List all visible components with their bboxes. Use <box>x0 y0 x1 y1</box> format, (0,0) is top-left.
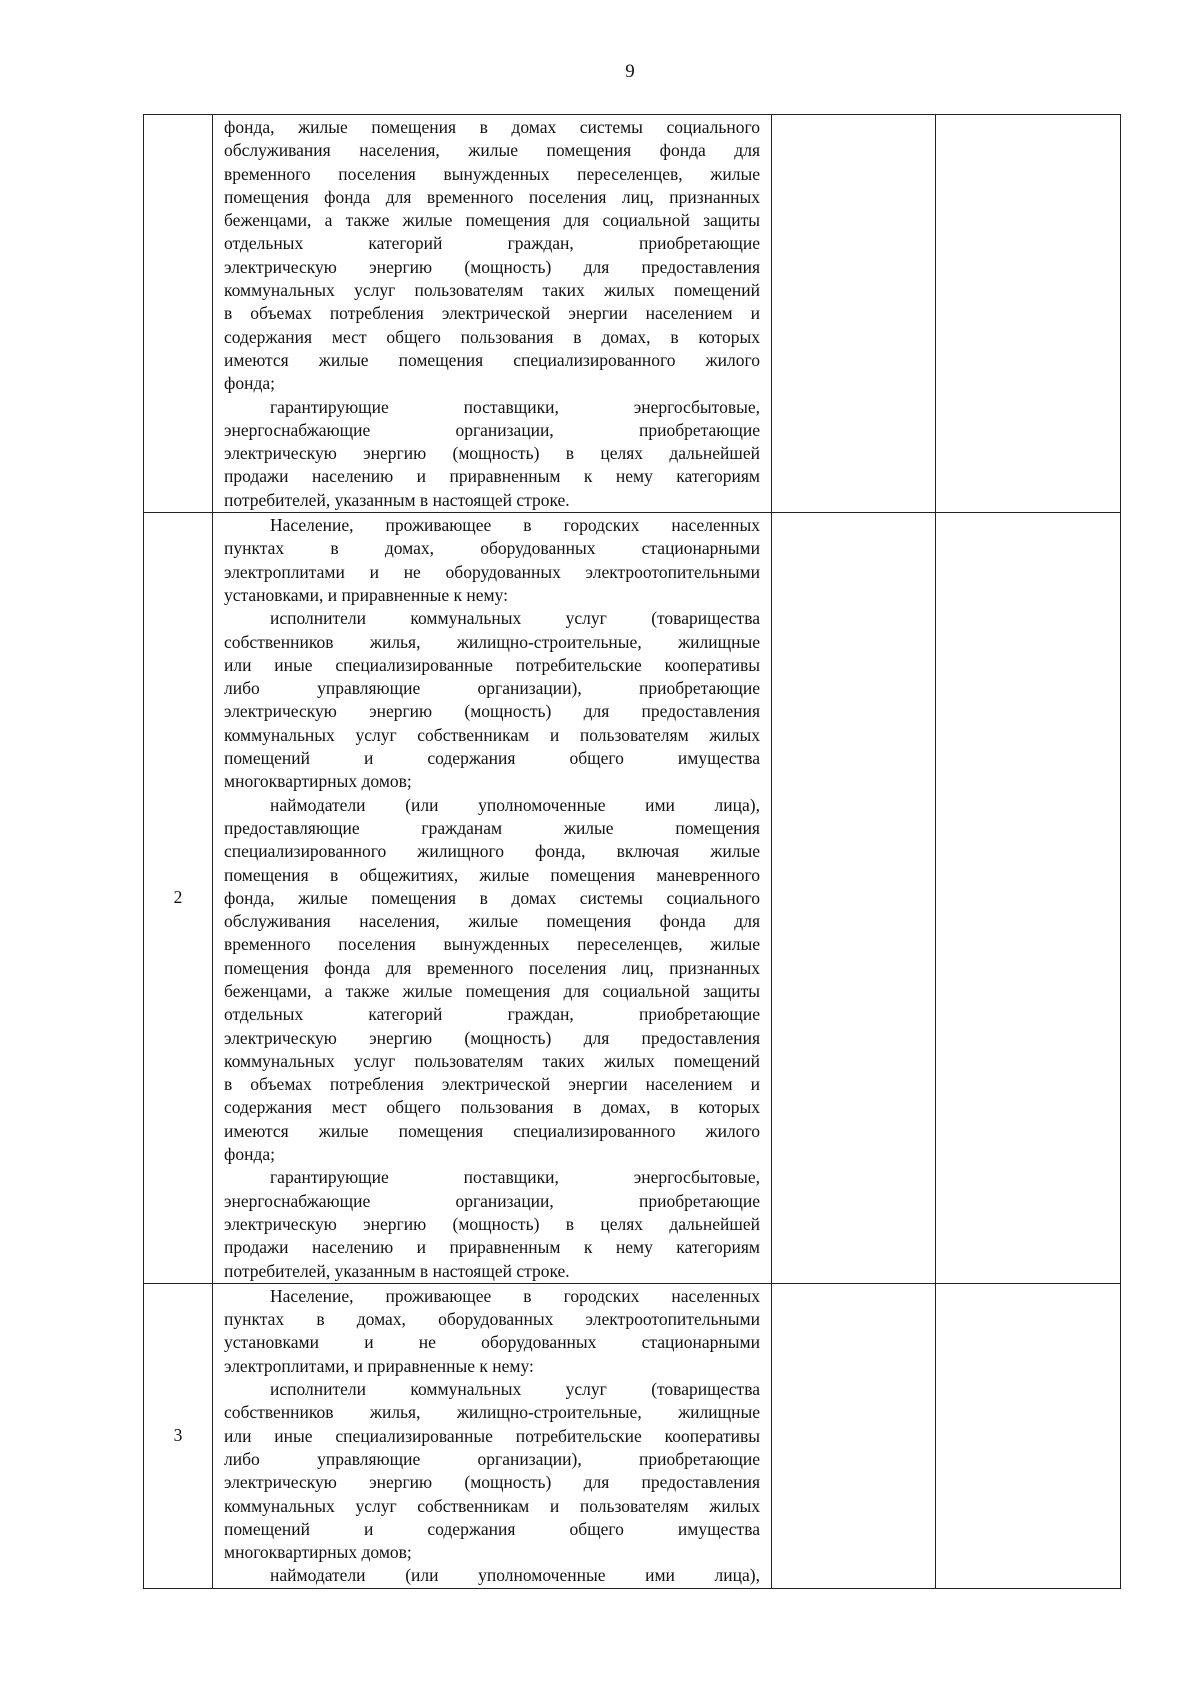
text-line: фонда; <box>224 1144 275 1165</box>
text-line: электрическую энергию (мощность) для предоставления <box>224 1027 760 1048</box>
text-line: фонда; <box>224 373 275 394</box>
text-line: исполнители коммунальных услуг (товарищества <box>270 608 760 629</box>
text-line: коммунальных услуг собственникам и пользователям жилых <box>224 1495 760 1516</box>
text-line: коммунальных услуг пользователям таких жилых помещений <box>224 280 760 301</box>
text-line: продажи населению и приравненным к нему категориям <box>224 466 760 487</box>
text-line: продажи населению и приравненным к нему категориям <box>224 1237 760 1258</box>
text-line: содержания мест общего пользования в домах, в которых <box>224 1097 760 1118</box>
text-line: беженцами, а также жилые помещения для социальной защиты <box>224 980 760 1001</box>
text-line: либо управляющие организации), приобретающие <box>224 1448 760 1469</box>
page-number: 9 <box>625 61 635 82</box>
text-line: фонда, жилые помещения в домах системы социального <box>224 117 760 137</box>
text-line: помещения фонда для временного поселения лиц, признанных <box>224 186 760 207</box>
text-line: Население, проживающее в городских населенных <box>270 515 760 536</box>
empty-cell <box>772 1283 936 1588</box>
text-line: помещений и содержания общего имущества <box>224 748 760 769</box>
text-line: гарантирующие поставщики, энергосбытовые, <box>270 396 760 417</box>
text-line: пунктах в домах, оборудованных стационарными <box>224 538 760 559</box>
text-line: наймодатели (или уполномоченные ими лица), <box>270 794 760 815</box>
text-line: отдельных категорий граждан, приобретающие <box>224 1004 760 1025</box>
text-line: электроплитами и не оборудованных электроотопительными <box>224 561 760 582</box>
text-line: временного поселения вынужденных переселенцев, жилые <box>224 934 760 955</box>
text-line: либо управляющие организации), приобретающие <box>224 678 760 699</box>
text-line: установками и не оборудованных стационарными <box>224 1332 760 1353</box>
text-line: Население, проживающее в городских населенных <box>270 1285 760 1306</box>
text-line: коммунальных услуг собственникам и пользователям жилых <box>224 724 760 745</box>
row-number: 2 <box>144 513 213 1284</box>
table-row <box>144 1283 1121 1588</box>
text-line: установками, и приравненные к нему: <box>224 584 508 605</box>
text-line: гарантирующие поставщики, энергосбытовые, <box>270 1167 760 1188</box>
text-line: собственников жилья, жилищно-строительные, жилищные <box>224 631 760 652</box>
text-line: предоставляющие гражданам жилые помещения <box>224 817 760 838</box>
text-line: электрическую энергию (мощность) в целях дальнейшей <box>224 1213 760 1234</box>
consumer-description-cell <box>213 513 772 1284</box>
text-line: временного поселения вынужденных переселенцев, жилые <box>224 163 760 184</box>
text-line: собственников жилья, жилищно-строительные, жилищные <box>224 1402 760 1423</box>
text-line: энергоснабжающие организации, приобретающие <box>224 1190 760 1211</box>
empty-cell <box>772 513 936 1284</box>
empty-cell <box>936 513 1121 1284</box>
text-line: обслуживания населения, жилые помещения фонда для <box>224 911 760 932</box>
text-line: электрическую энергию (мощность) в целях дальнейшей <box>224 443 760 464</box>
text-line: коммунальных услуг пользователям таких жилых помещений <box>224 1050 760 1071</box>
text-line: наймодатели (или уполномоченные ими лица), <box>270 1565 760 1586</box>
table-row <box>144 115 1121 513</box>
row-number: 3 <box>144 1283 213 1588</box>
text-line: отдельных категорий граждан, приобретающие <box>224 233 760 254</box>
text-line: многоквартирных домов; <box>224 1542 412 1563</box>
text-line: содержания мест общего пользования в домах, в которых <box>224 326 760 347</box>
text-line: помещения фонда для временного поселения лиц, признанных <box>224 957 760 978</box>
text-line: помещений и содержания общего имущества <box>224 1518 760 1539</box>
text-line: или иные специализированные потребительские кооперативы <box>224 654 760 675</box>
text-line: электрическую энергию (мощность) для предоставления <box>224 701 760 722</box>
text-line: исполнители коммунальных услуг (товарищества <box>270 1379 760 1400</box>
text-line: специализированного жилищного фонда, включая жилые <box>224 841 760 862</box>
text-line: потребителей, указанным в настоящей строке. <box>224 489 570 510</box>
empty-cell <box>936 115 1121 513</box>
text-line: потребителей, указанным в настоящей строке. <box>224 1260 570 1281</box>
empty-cell <box>772 115 936 513</box>
text-line: электрическую энергию (мощность) для предоставления <box>224 1472 760 1493</box>
text-line: беженцами, а также жилые помещения для социальной защиты <box>224 210 760 231</box>
row-number <box>144 115 213 513</box>
text-line: электроплитами, и приравненные к нему: <box>224 1355 534 1376</box>
table-row <box>144 513 1121 1284</box>
text-line: помещения в общежитиях, жилые помещения маневренного <box>224 864 760 885</box>
text-line: фонда, жилые помещения в домах системы социального <box>224 887 760 908</box>
text-line: многоквартирных домов; <box>224 771 412 792</box>
text-line: в объемах потребления электрической энергии населением и <box>224 303 760 324</box>
text-line: имеются жилые помещения специализированного жилого <box>224 349 760 370</box>
tariff-consumer-table <box>143 114 1121 1589</box>
empty-cell <box>936 1283 1121 1588</box>
text-line: электрическую энергию (мощность) для предоставления <box>224 256 760 277</box>
text-line: или иные специализированные потребительские кооперативы <box>224 1425 760 1446</box>
text-line: обслуживания населения, жилые помещения фонда для <box>224 140 760 161</box>
text-line: имеются жилые помещения специализированного жилого <box>224 1120 760 1141</box>
consumer-description-cell <box>213 115 772 513</box>
text-line: пунктах в домах, оборудованных электроотопительными <box>224 1309 760 1330</box>
text-line: в объемах потребления электрической энергии населением и <box>224 1074 760 1095</box>
text-line: энергоснабжающие организации, приобретающие <box>224 419 760 440</box>
consumer-description-cell <box>213 1283 772 1588</box>
